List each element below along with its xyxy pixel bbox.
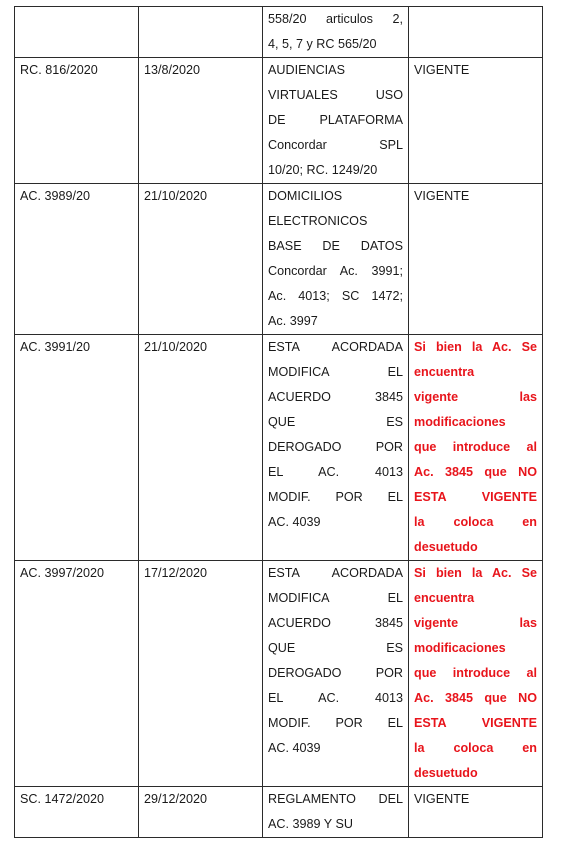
- subject-line: AUDIENCIAS: [268, 63, 345, 77]
- subject-line: DEROGADO POR: [268, 440, 403, 454]
- status-line: que introduce al: [414, 440, 537, 454]
- status-line: que introduce al: [414, 666, 537, 680]
- status-line: modificaciones: [414, 415, 506, 429]
- table-body: [15, 7, 543, 838]
- subject-line: ACUERDO 3845: [268, 616, 403, 630]
- cell-id: AC. 3991/20: [15, 335, 139, 561]
- status-line: encuentra: [414, 365, 475, 379]
- subject-line: QUE ES: [268, 415, 403, 429]
- status-line: VIGENTE: [414, 63, 470, 77]
- cell-date: 29/12/2020: [139, 787, 263, 838]
- acordadas-table: [14, 6, 543, 838]
- status-line: Ac. 3845 que NO: [414, 691, 537, 705]
- cell-status: [409, 58, 543, 184]
- cell-id: AC. 3997/2020: [15, 561, 139, 787]
- cell-status: [409, 335, 543, 561]
- subject-line: 4, 5, 7 y RC 565/20: [268, 37, 377, 51]
- subject-line: MODIF. POR EL: [268, 490, 403, 504]
- status-line: Ac. 3845 que NO: [414, 465, 537, 479]
- cell-date: 21/10/2020: [139, 335, 263, 561]
- subject-line: REGLAMENTO DEL: [268, 792, 403, 806]
- status-line: VIGENTE: [414, 792, 470, 806]
- subject-line: BASE DE DATOS: [268, 239, 403, 253]
- status-line: Si bien la Ac. Se: [414, 566, 537, 580]
- cell-subject: [263, 787, 409, 838]
- cell-subject: [263, 184, 409, 335]
- table-row: [15, 335, 543, 561]
- cell-date: 13/8/2020: [139, 58, 263, 184]
- status-line: desuetudo: [414, 766, 478, 780]
- subject-line: ESTA ACORDADA: [268, 566, 403, 580]
- cell-subject: [263, 335, 409, 561]
- subject-line: AC. 4039: [268, 741, 321, 755]
- status-line: vigente las: [414, 616, 537, 630]
- cell-id: [15, 7, 139, 58]
- status-line: la coloca en: [414, 741, 537, 755]
- cell-id: SC. 1472/2020: [15, 787, 139, 838]
- subject-line: 10/20; RC. 1249/20: [268, 163, 378, 177]
- subject-line: ESTA ACORDADA: [268, 340, 403, 354]
- table-row: [15, 561, 543, 787]
- status-line: desuetudo: [414, 540, 478, 554]
- cell-status: [409, 787, 543, 838]
- subject-line: MODIF. POR EL: [268, 716, 403, 730]
- status-line: la coloca en: [414, 515, 537, 529]
- cell-date: [139, 7, 263, 58]
- subject-line: DOMICILIOS: [268, 189, 343, 203]
- subject-line: ELECTRONICOS: [268, 214, 368, 228]
- status-line: encuentra: [414, 591, 475, 605]
- subject-line: Ac. 3997: [268, 314, 318, 328]
- table-row: [15, 184, 543, 335]
- subject-line: AC. 4039: [268, 515, 321, 529]
- cell-id: AC. 3989/20: [15, 184, 139, 335]
- status-line: vigente las: [414, 390, 537, 404]
- cell-date: 17/12/2020: [139, 561, 263, 787]
- cell-status: [409, 184, 543, 335]
- cell-date: 21/10/2020: [139, 184, 263, 335]
- subject-line: EL AC. 4013: [268, 691, 403, 705]
- subject-line: Ac. 4013; SC 1472;: [268, 289, 403, 303]
- cell-subject: [263, 561, 409, 787]
- table-row: [15, 7, 543, 58]
- status-line: ESTA VIGENTE: [414, 716, 537, 730]
- subject-line: 558/20 articulos 2,: [268, 12, 403, 26]
- subject-line: EL AC. 4013: [268, 465, 403, 479]
- subject-line: ACUERDO 3845: [268, 390, 403, 404]
- subject-line: MODIFICA EL: [268, 365, 403, 379]
- status-line: ESTA VIGENTE: [414, 490, 537, 504]
- subject-line: DEROGADO POR: [268, 666, 403, 680]
- subject-line: AC. 3989 Y SU: [268, 817, 353, 831]
- cell-status: [409, 561, 543, 787]
- subject-line: Concordar Ac. 3991;: [268, 264, 403, 278]
- status-line: modificaciones: [414, 641, 506, 655]
- status-line: Si bien la Ac. Se: [414, 340, 537, 354]
- subject-line: QUE ES: [268, 641, 403, 655]
- subject-line: Concordar SPL: [268, 138, 403, 152]
- table-row: [15, 787, 543, 838]
- subject-line: DE PLATAFORMA: [268, 113, 403, 127]
- cell-id: RC. 816/2020: [15, 58, 139, 184]
- cell-subject: [263, 58, 409, 184]
- subject-line: MODIFICA EL: [268, 591, 403, 605]
- cell-status: [409, 7, 543, 58]
- status-line: VIGENTE: [414, 189, 470, 203]
- table-row: [15, 58, 543, 184]
- subject-line: VIRTUALES USO: [268, 88, 403, 102]
- cell-subject: [263, 7, 409, 58]
